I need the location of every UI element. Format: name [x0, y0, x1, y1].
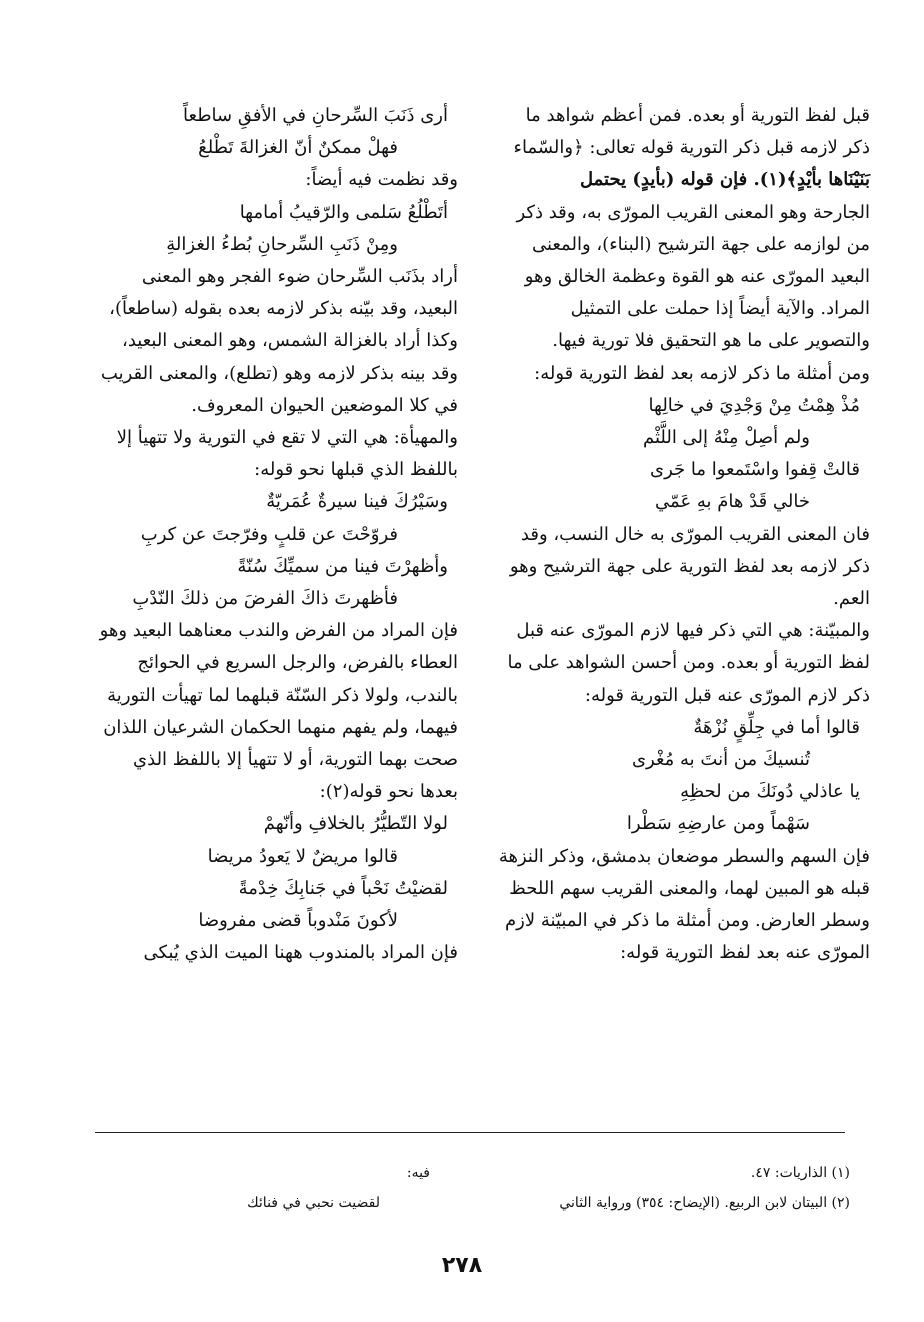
- text-line: ذكر لازمه بعد لفظ التورية على جهة الترشيح وهو: [509, 555, 870, 577]
- text-line: والمبيّنة: هي التي ذكر فيها لازم المورّى عنه قبل: [516, 620, 870, 642]
- right-column: [480, 100, 870, 969]
- footnote-divider: [95, 1132, 845, 1133]
- footnote-2-continuation-text: لقضيت نحبي في فنائك: [247, 1195, 380, 1211]
- verse-line: ولم أصِلْ مِنْهُ إلى اللَّثْم: [642, 427, 810, 449]
- text-line: فإن السهم والسطر موضعان بدمشق، وذكر النزهة: [498, 845, 870, 867]
- verse-line: قالوا أما في جِلِّقٍ نُزْهَةٌ: [693, 716, 860, 738]
- text-line: المراد. والآية أيضاً إذا حملت على التمثيل: [570, 298, 870, 320]
- text-line: ومن أمثلة ما ذكر لازمه بعد لفظ التورية قوله:: [534, 362, 870, 384]
- text-line: بالندب، ولولا ذكر السّنّة قبلهما لما تهيأت التورية: [107, 684, 458, 706]
- verse-line: مُذْ هِمْتُ مِنْ وَجْدِيَ في خالِها: [648, 394, 860, 416]
- text-line: فإن المراد بالمندوب ههنا الميت الذي يُبكى: [143, 942, 458, 964]
- footnote-2-continuation-label: فيه:: [406, 1165, 430, 1181]
- text-line: أراد بذَنَب السِّرحان ضوء الفجر وهو المعنى: [141, 266, 458, 288]
- text-line: لفظ التورية أو بعده. ومن أحسن الشواهد على ما: [507, 652, 870, 674]
- text-line: في كلا الموضعين الحيوان المعروف.: [191, 394, 458, 416]
- verse-line: فروّحْتَ عن قلبٍ وفرّجتَ عن كربِ: [140, 523, 398, 545]
- verse-line: لولا التّطيُّرُ بالخلافِ وأنّهمْ: [263, 813, 448, 835]
- verse-line: فهلْ ممكنٌ أنّ الغزالةَ تَطْلعُ: [198, 137, 398, 159]
- verse-line: يا عاذلي دُونَكَ من لحظِهِ: [680, 781, 860, 803]
- text-line: والتصوير على ما هو التحقيق فلا تورية فيها.: [552, 330, 870, 352]
- text-line: فيهما، ولم يفهم منهما الحكمان الشرعيان اللذان: [103, 716, 458, 738]
- text-line: الجارحة وهو المعنى القريب المورّى به، وقد ذكر: [516, 201, 870, 223]
- text-line: وسطر العارض. ومن أمثلة ما ذكر في المبيّنة لازم: [505, 910, 870, 932]
- page-number: ٢٧٨: [441, 1253, 483, 1278]
- text-line: قبله هو المبين لهما، والمعنى القريب سهم اللحظ: [509, 877, 870, 899]
- verse-line: سَهْماً ومن عارضِهِ سَطْرا: [626, 813, 810, 835]
- verse-line: أتَطْلُعُ سَلمى والرّقيبُ أمامها: [239, 201, 448, 223]
- text-line: المورّى عنه بعد لفظ التورية قوله:: [620, 942, 870, 964]
- text-line: العطاء بالفرض، والرجل السريع في الحوائج: [137, 652, 458, 674]
- verse-line: خالي قَدْ هامَ بهِ عَمّي: [655, 491, 810, 513]
- verse-line: وأظهرْتَ فينا من سميِّكَ سُنّةً: [237, 555, 448, 577]
- verse-line: قالوا مريضٌ لا يَعودُ مريضا: [207, 845, 398, 867]
- footnotes-left: [100, 1158, 440, 1218]
- verse-line: قالتْ قِفوا واسْتَمعوا ما جَرى: [649, 459, 860, 481]
- text-line: والمهيأة: هي التي لا تقع في التورية ولا تتهيأ إلا: [116, 427, 458, 449]
- footnote-2: (٢) البيتان لابن الربيع. (الإيضاح: ٣٥٤) ورواية الثاني: [559, 1195, 850, 1211]
- footnotes-right: [470, 1158, 850, 1218]
- left-column: [90, 100, 458, 969]
- verse-line: وسَيْرُكَ فينا سيرةٌ عُمَريّةٌ: [266, 491, 448, 513]
- text-line: بعدها نحو قوله(٢):: [319, 781, 458, 803]
- text-line: من لوازمه على جهة الترشيح (البناء)، والمعنى: [531, 233, 870, 255]
- text-line: وقد نظمت فيه أيضاً:: [305, 169, 458, 191]
- text-line: وكذا أراد بالغزالة الشمس، وهو المعنى البعيد،: [122, 330, 458, 352]
- verse-line: لقضيْتُ نَحْباً في جَنابِكَ خِدْمةً: [238, 877, 448, 899]
- text-line: ذكر لازمه قبل ذكر التورية قوله تعالى: ﴿والسّماء: [513, 137, 870, 159]
- verse-line: ومِنْ ذَنَبِ السِّرحانِ بُطءُ الغزالةِ: [166, 233, 398, 255]
- text-line: فإن المراد من الفرض والندب معناهما البعيد وهو: [99, 620, 458, 642]
- text-line: العم.: [833, 588, 870, 610]
- verse-line: أرى ذَنَبَ السِّرحانِ في الأفقِ ساطعاً: [183, 105, 448, 126]
- text-line: وقد بينه بذكر لازمه وهو (تطلع)، والمعنى القريب: [100, 362, 458, 384]
- text-line: صحت بهما التورية، أو لا تتهيأ إلا باللفظ الذي: [133, 749, 458, 771]
- footnote-1: (١) الذاريات: ٤٧.: [750, 1165, 850, 1181]
- text-line: باللفظ الذي قبلها نحو قوله:: [254, 459, 458, 481]
- text-line: قبل لفظ التورية أو بعده. فمن أعظم شواهد ما: [525, 105, 870, 126]
- text-line: البعيد المورّى عنه هو القوة وعظمة الخالق وهو: [524, 266, 870, 288]
- text-line: ذكر لازم المورّى عنه قبل التورية قوله:: [584, 684, 870, 706]
- verse-line: تُنسيكَ من أنتَ به مُغْرى: [631, 749, 810, 771]
- text-line: بَنَيْنَاها بأيْدٍ﴾(١). فإن قوله (بأيدٍ) يحتمل: [579, 169, 870, 191]
- text-line: البعيد، وقد بيّنه بذكر لازمه بعده بقوله (ساطعاً)،: [109, 298, 458, 320]
- verse-line: فأظهرتَ ذاكَ الفرضَ من ذلكَ النّدْبِ: [132, 588, 398, 610]
- verse-line: لأكونَ مَنْدوباً قضى مفروضا: [198, 910, 398, 932]
- text-line: فان المعنى القريب المورّى به خال النسب، وقد: [520, 523, 870, 545]
